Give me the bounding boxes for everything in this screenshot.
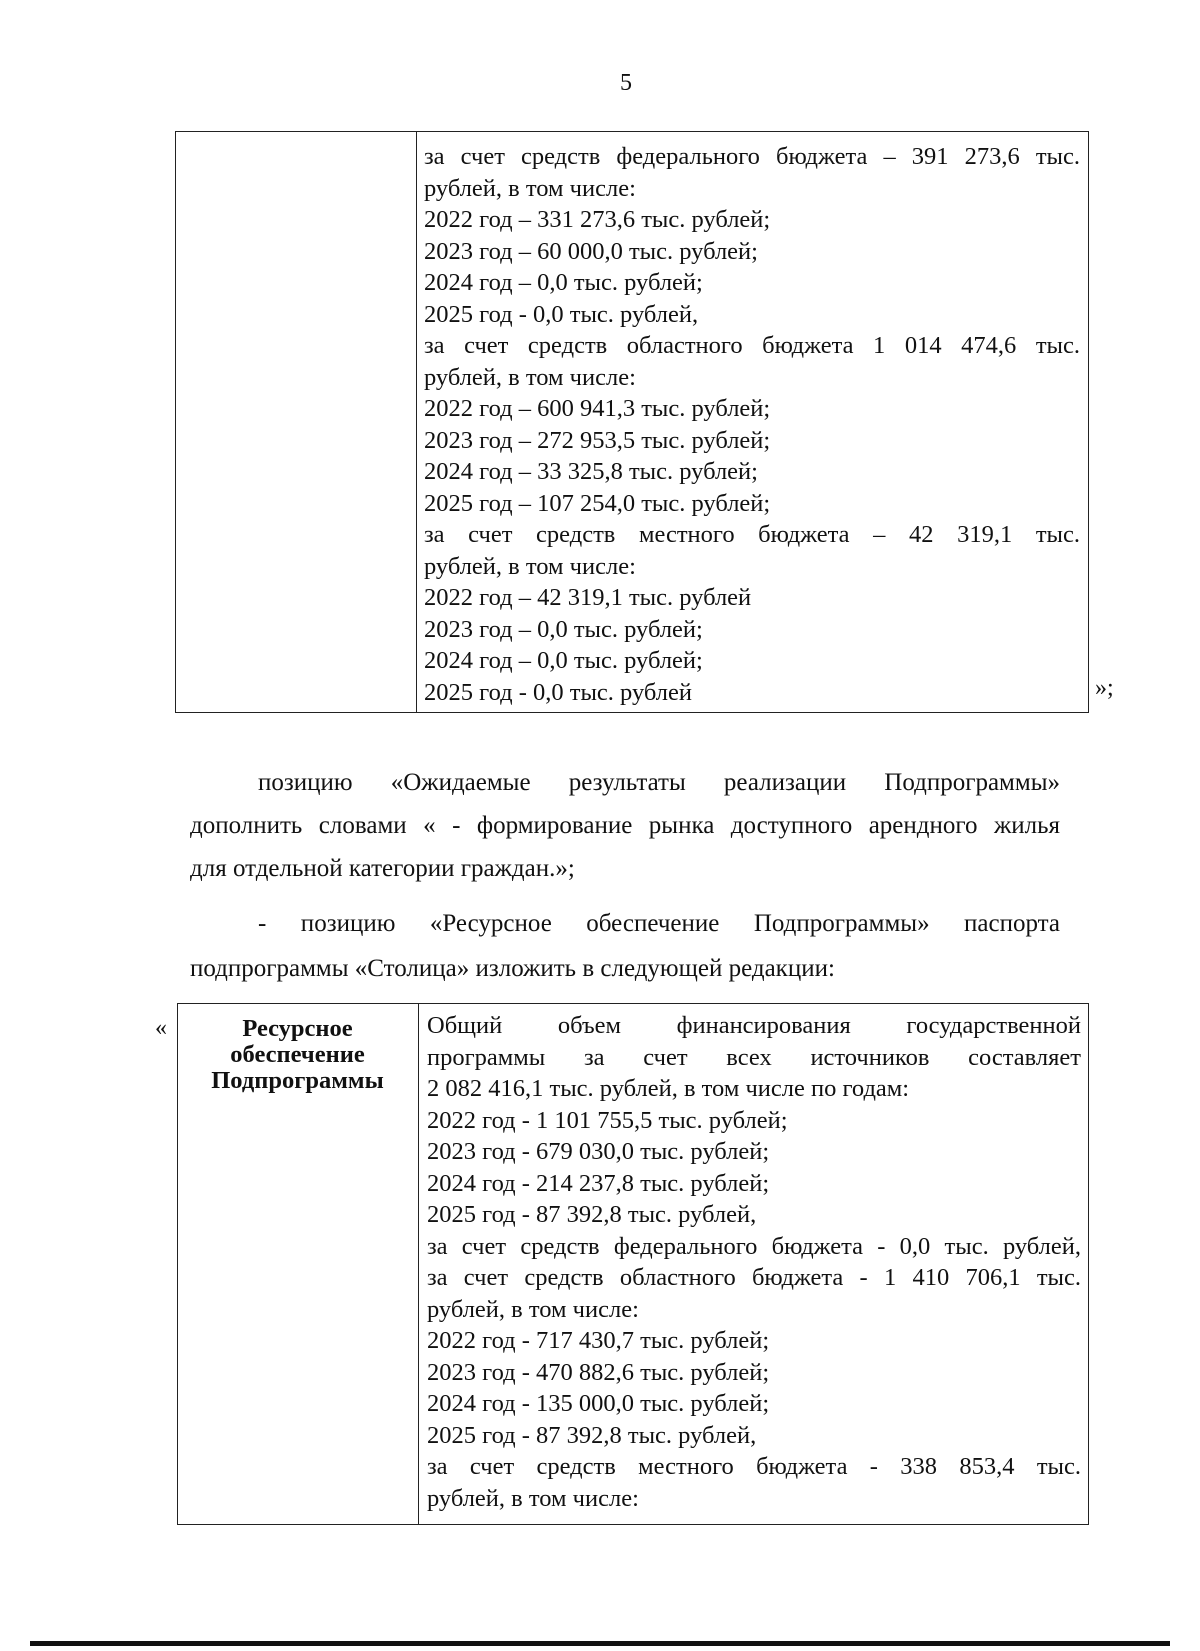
opening-quote: «	[155, 1015, 167, 1041]
table-line: за счет средств областного бюджета 1 014 474,6 тыс.	[424, 332, 1080, 359]
table-line: Общий объем финансирования государственной	[427, 1012, 1081, 1039]
table-line: за счет средств областного бюджета - 1 410 706,1 тыс.	[427, 1264, 1081, 1291]
table-line: 2023 год – 272 953,5 тыс. рублей;	[424, 426, 771, 454]
table-line: 2023 год – 60 000,0 тыс. рублей;	[424, 237, 758, 265]
table-line: за счет средств федерального бюджета – 391 273,6 тыс.	[424, 143, 1080, 170]
table-line: 2025 год - 0,0 тыс. рублей,	[424, 300, 699, 328]
paragraph-line: подпрограммы «Столица» изложить в следующей редакции:	[190, 955, 835, 982]
paragraph-line: позицию «Ожидаемые результаты реализации Подпрограммы»	[258, 769, 1060, 796]
table-line: 2025 год - 87 392,8 тыс. рублей,	[427, 1421, 757, 1449]
table-line: рублей, в том числе:	[424, 363, 636, 391]
table-line: 2024 год – 0,0 тыс. рублей;	[424, 647, 703, 674]
table-line: 2024 год - 135 000,0 тыс. рублей;	[427, 1390, 770, 1417]
table-line: 2025 год - 0,0 тыс. рублей	[424, 678, 692, 706]
table-line: за счет средств местного бюджета - 338 853,4 тыс.	[427, 1453, 1081, 1480]
table-line: за счет средств федерального бюджета - 0,0 тыс. рублей,	[427, 1232, 1081, 1260]
table-line: 2022 год – 600 941,3 тыс. рублей;	[424, 395, 771, 422]
title-line: Ресурсное	[242, 1015, 353, 1042]
table-line: 2022 год - 717 430,7 тыс. рублей;	[427, 1327, 770, 1354]
paragraph-expected-results	[190, 768, 1060, 884]
table-line: 2023 год – 0,0 тыс. рублей;	[424, 615, 703, 643]
table-line: за счет средств местного бюджета – 42 319,1 тыс.	[424, 521, 1080, 548]
page-number: 5	[620, 70, 632, 96]
table-line: рублей, в том числе:	[427, 1295, 639, 1323]
table-line: рублей, в том числе:	[424, 174, 636, 202]
table-line: 2024 год – 33 325,8 тыс. рублей;	[424, 458, 758, 485]
title-line: Подпрограммы	[211, 1067, 384, 1094]
paragraph-resource-provision	[190, 909, 1060, 984]
table-line: 2024 год - 214 237,8 тыс. рублей;	[427, 1169, 770, 1197]
table-line: рублей, в том числе:	[424, 552, 636, 580]
paragraph-line: дополнить словами « - формирование рынка доступного арендного жилья	[190, 812, 1060, 839]
table-line: 2022 год – 42 319,1 тыс. рублей	[424, 584, 752, 611]
table-line: 2023 год - 470 882,6 тыс. рублей;	[427, 1358, 770, 1386]
table-line: 2025 год - 87 392,8 тыс. рублей,	[427, 1201, 757, 1228]
table-line: 2022 год - 1 101 755,5 тыс. рублей;	[427, 1106, 788, 1134]
table-line: 2024 год – 0,0 тыс. рублей;	[424, 269, 703, 296]
table-line: 2022 год – 331 273,6 тыс. рублей;	[424, 206, 771, 233]
table-line: 2023 год - 679 030,0 тыс. рублей;	[427, 1138, 770, 1165]
table-line: 2025 год – 107 254,0 тыс. рублей;	[424, 489, 771, 517]
paragraph-line: для отдельной категории граждан.»;	[190, 855, 575, 882]
paragraph-line: - позицию «Ресурсное обеспечение Подпрограммы» паспорта	[258, 910, 1060, 937]
table-line: рублей, в том числе:	[427, 1484, 639, 1512]
table-line: 2 082 416,1 тыс. рублей, в том числе по годам:	[427, 1075, 910, 1102]
resource-provision-text	[427, 1010, 1081, 1514]
table-line: программы за счет всех источников составляет	[427, 1043, 1081, 1071]
funding-table-continued-text	[424, 141, 1080, 708]
bottom-rule	[30, 1641, 1170, 1646]
closing-quote: »;	[1095, 675, 1114, 701]
title-line: обеспечение	[230, 1041, 365, 1068]
resource-provision-title	[180, 1016, 415, 1094]
column-divider	[416, 132, 417, 712]
column-divider	[418, 1004, 419, 1524]
